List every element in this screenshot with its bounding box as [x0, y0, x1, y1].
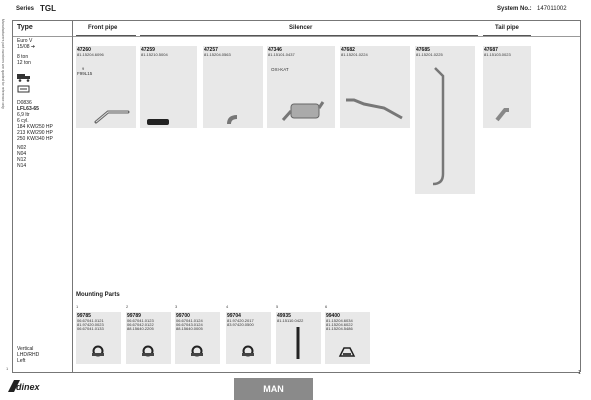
mounting-title: Mounting Parts	[76, 292, 120, 298]
mount-card[interactable]	[226, 312, 271, 364]
mount-oem: 06.67043.0124	[176, 322, 203, 327]
mount-code: 99400	[326, 313, 340, 319]
oem-number: 81.15101.0437	[268, 52, 295, 57]
position-line: Left	[17, 358, 26, 364]
spec-line: N14	[17, 163, 27, 169]
oem-number: 81.15204.6096	[77, 52, 104, 57]
oem-number: 81.15103.0023	[484, 52, 511, 57]
truck-icon	[17, 69, 31, 78]
part-card[interactable]	[267, 46, 335, 128]
part-code: 47259	[141, 47, 155, 53]
tail-pipe-bracket	[483, 35, 531, 36]
dinex-logo	[6, 378, 40, 394]
spec-line: N04	[17, 151, 27, 157]
mount-card[interactable]	[325, 312, 370, 364]
silencer-bracket	[140, 35, 478, 36]
engine-code: D0836	[17, 100, 32, 106]
series-label: Series	[16, 6, 35, 12]
section-silencer: Silencer	[289, 25, 313, 31]
mount-oem: 06.67042.0122	[127, 322, 154, 327]
mount-index: 4	[226, 304, 229, 309]
mount-oem: 81.15204.6034	[326, 318, 353, 323]
brand-name: MAN	[263, 384, 284, 394]
mount-card[interactable]	[76, 312, 121, 364]
page-number: 1	[578, 370, 581, 376]
type-specs	[17, 38, 53, 169]
part-card[interactable]	[483, 46, 531, 128]
part-card[interactable]	[140, 46, 197, 128]
spec-line: Euro V	[17, 38, 33, 44]
section-front-pipe: Front pipe	[88, 25, 118, 31]
strap-icon	[295, 326, 301, 360]
flex-pipe-drawing	[146, 118, 170, 126]
part-note: F99L15	[77, 71, 93, 76]
part-card[interactable]	[76, 46, 136, 128]
spec-line: 6 cyl.	[17, 118, 29, 124]
part-card[interactable]	[340, 46, 410, 128]
part-extra: 9	[82, 66, 85, 71]
right-frame	[580, 20, 581, 372]
left-panel-divider	[72, 20, 73, 372]
mount-oem: 06.67041.0123	[127, 318, 154, 323]
engine-icon	[17, 80, 31, 88]
front-pipe-bracket	[76, 35, 136, 36]
clamp-icon	[241, 345, 255, 357]
mount-index: 6	[325, 304, 328, 309]
mount-index: 2	[126, 304, 129, 309]
spec-line: N12	[17, 157, 27, 163]
mount-oem: 81.15110.0422	[277, 318, 304, 323]
silencer-drawing	[281, 98, 325, 124]
tail-pipe-drawing	[495, 106, 511, 122]
part-code: 47260	[77, 47, 91, 53]
header-rule	[12, 36, 580, 37]
part-code: 47682	[341, 47, 355, 53]
system-label: System No.:	[497, 6, 532, 12]
mount-oem: 81.15204.6022	[326, 322, 353, 327]
mount-code: 99789	[127, 313, 141, 319]
mount-oem: 88.15640.0005	[176, 326, 203, 331]
mount-index: 1	[76, 304, 79, 309]
mount-oem: 06.67041.0133	[77, 326, 104, 331]
mount-oem: 81.97420.0023	[77, 322, 104, 327]
mount-card[interactable]	[126, 312, 171, 364]
oem-number: 81.15210.5004	[141, 52, 168, 57]
left-footer-small: 1	[6, 366, 9, 371]
mount-code: 99704	[227, 313, 241, 319]
mount-code: 49935	[277, 313, 291, 319]
spec-line: N02	[17, 145, 27, 151]
section-tail-pipe: Tail pipe	[495, 25, 519, 31]
front-pipe-drawing	[94, 106, 130, 124]
part-code: 47685	[416, 47, 430, 53]
mount-oem: 06.67041.0124	[176, 318, 203, 323]
mounting-position	[17, 346, 39, 364]
series-value: TGL	[40, 4, 56, 13]
spec-line: 12 ton	[17, 60, 31, 66]
long-pipe-drawing	[429, 66, 459, 190]
part-code: 47687	[484, 47, 498, 53]
intermediate-pipe-drawing	[344, 94, 404, 124]
mount-card[interactable]	[175, 312, 220, 364]
bottom-rule	[12, 372, 580, 373]
mount-code: 99700	[176, 313, 190, 319]
part-card[interactable]	[415, 46, 475, 194]
top-rule	[12, 20, 580, 21]
spec-line: 250 KW/340 HP	[17, 136, 53, 142]
bracket-icon	[338, 344, 356, 358]
system-value: 147011002	[537, 6, 567, 12]
mount-card[interactable]	[276, 312, 321, 364]
mount-oem: 06.67041.0121	[77, 318, 104, 323]
mount-oem: 88.15640.2205	[127, 326, 154, 331]
spec-line: 6,9 ltr	[17, 112, 30, 118]
clamp-icon	[190, 345, 204, 357]
mount-oem: 83.97420.0500	[227, 322, 254, 327]
position-line: Vertical	[17, 346, 34, 352]
part-note: OXI-KAT	[271, 67, 289, 72]
spec-line: 8 ton	[17, 54, 29, 60]
svg-text:dinex: dinex	[16, 382, 40, 392]
spec-line: 213 KW/290 HP	[17, 130, 53, 136]
mount-oem: 81.97420.2017	[227, 318, 254, 323]
part-code: 47257	[204, 47, 218, 53]
part-code: 47346	[268, 47, 282, 53]
position-line: LHD/RHD	[17, 352, 40, 358]
clamp-icon	[91, 345, 105, 357]
mount-oem: 81.15204.5486	[326, 326, 353, 331]
type-label: Type	[17, 24, 33, 31]
part-card[interactable]	[203, 46, 263, 128]
oem-number: 81.15201.0225	[416, 52, 443, 57]
bend-pipe-drawing	[227, 114, 241, 126]
oem-number: 81.15204.0563	[204, 52, 231, 57]
spec-line: 184 KW/250 HP	[17, 124, 53, 130]
clamp-icon	[141, 345, 155, 357]
oem-number: 81.15201.0224	[341, 52, 368, 57]
spec-line: LFL63-65	[17, 106, 39, 112]
spec-line: 15/08 ➔	[17, 44, 36, 50]
brand-banner	[234, 378, 313, 400]
mount-index: 3	[175, 304, 178, 309]
vertical-note: Manufacturers part numbers are quoted for reference only	[1, 19, 5, 109]
mount-index: 5	[276, 304, 279, 309]
mount-code: 99785	[77, 313, 91, 319]
